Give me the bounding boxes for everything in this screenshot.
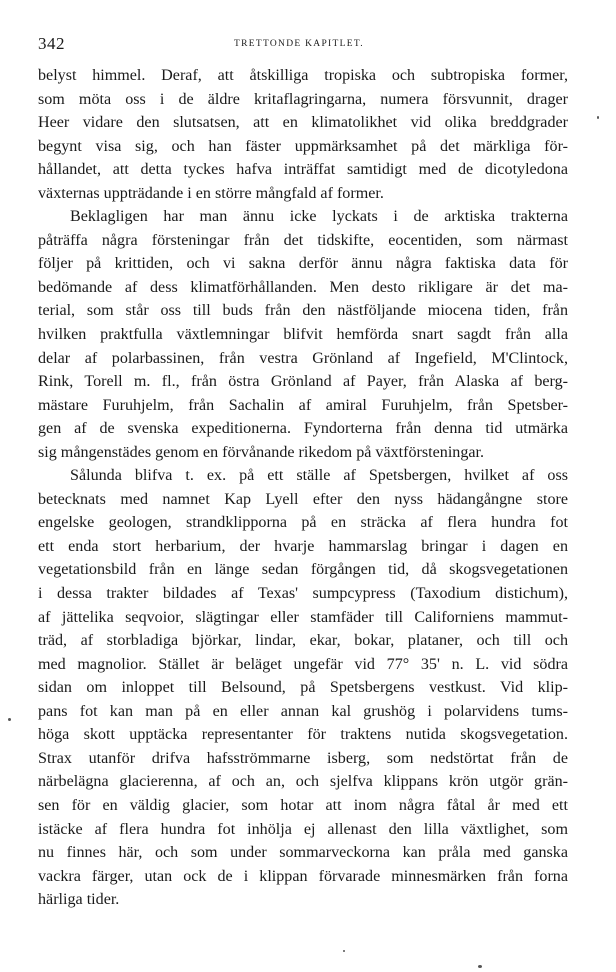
running-head [38, 34, 574, 54]
body-text [38, 64, 568, 912]
text-line: sidan om inloppet till Belsound, på Spetsbergens vestkust. Vid klip- [38, 679, 568, 697]
text-line: som möta oss i de äldre kritaflagringarna, numera försvunnit, drager [38, 90, 568, 108]
text-line: härliga tider. [38, 891, 120, 909]
text-line: Heer vidare den slutsatsen, att en klimatolikhet vid olika breddgrader [38, 114, 568, 132]
text-line: med magnolior. Stället är beläget ungefär vid 77° 35' n. L. vid södra [38, 655, 568, 673]
page-number: 342 [38, 34, 65, 53]
ink-speck [478, 965, 482, 968]
chapter-title: TRETTONDE KAPITLET. [234, 39, 364, 49]
text-line: sen för en väldig glacier, som hotar att inom några fåtal år med ett [38, 796, 568, 814]
ink-speck [343, 950, 345, 952]
text-line: höga skott upptäcka representanter för traktens nutida skogsvegetation. [38, 726, 568, 744]
text-line: engelske geologen, strandklipporna på en sträcka af flera hundra fot [38, 514, 568, 532]
text-line: betecknats med namnet Kap Lyell efter den nyss hädangångne store [38, 490, 568, 508]
text-line: växternas uppträdande i en större mångfald af former. [38, 184, 384, 202]
ink-speck [8, 718, 11, 721]
text-line: mästare Furuhjelm, från Sachalin af amiral Furuhjelm, från Spetsber- [38, 396, 568, 414]
text-line: Strax utanför drifva hafsströmmarne isberg, som nedstörtat från de [38, 749, 568, 767]
text-line: af jättelika seqvoior, slägtingar eller stamfäder till Californiens mammut- [38, 608, 568, 626]
text-line: Sålunda blifva t. ex. på ett ställe af Spetsbergen, hvilket af oss [70, 467, 568, 485]
text-line: i dessa trakter bildades af Texas' sumpcypress (Taxodium distichum), [38, 585, 568, 603]
text-line: nu finnes här, och som under sommarveckorna kan pråla med ganska [38, 844, 568, 862]
text-line: sig mångenstädes genom en förvånande rikedom på växtförsteningar. [38, 443, 485, 461]
text-line: följer på krittiden, och vi sakna derför ännu några faktiska data för [38, 255, 568, 273]
text-line: närbelägna glacierenna, af och an, och sjelfva klippans krön utgör grän- [38, 773, 568, 791]
text-line: gen af de svenska expeditionerna. Fyndorterna från denna tid utmärka [38, 420, 568, 438]
text-line: terial, som står oss till buds från den nästföljande miocena tiden, från [38, 302, 568, 320]
text-line: träd, af storbladiga björkar, lindar, ekar, bokar, plataner, och till och [38, 632, 568, 650]
text-line: Rink, Torell m. fl., från östra Grönland af Payer, från Alaska af berg- [38, 373, 568, 391]
text-line: hållandet, att detta tyckes hafva inträffat samtidigt med de dicotyledona [38, 161, 568, 179]
text-line: vackra färger, utan ock de i klippan förvarade minnesmärken från forna [38, 867, 568, 885]
text-line: delar af polarbassinen, från vestra Grönland af Ingefield, M'Clintock, [38, 349, 568, 367]
text-line: ett enda stort herbarium, der hvarje hammarslag bringar i dagen en [38, 537, 568, 555]
text-line: hvilken praktfulla växtlemningar blifvit hemförda snart sagdt från alla [38, 326, 568, 344]
text-line: pans fot kan man på en eller annan kal grushög i polarvidens tums- [38, 702, 568, 720]
text-line: Beklagligen har man ännu icke lyckats i de arktiska trakterna [70, 208, 568, 226]
text-line: istäcke af flera hundra fot inhölja ej allenast den lilla växtlighet, som [38, 820, 568, 838]
text-line: begynt visa sig, och han fäster uppmärksamhet på det märkliga för- [38, 137, 568, 155]
text-line: påträffa några försteningar från det tidskifte, eocentiden, som närmast [38, 231, 568, 249]
text-line: vegetationsbild från en länge sedan förgången tid, då skogsvegetationen [38, 561, 568, 579]
ink-speck [597, 116, 599, 119]
text-line: belyst himmel. Deraf, att åtskilliga tropiska och subtropiska former, [38, 67, 568, 84]
text-line: bedömande af dess klimatförhållanden. Men desto rikligare är det ma- [38, 278, 568, 296]
